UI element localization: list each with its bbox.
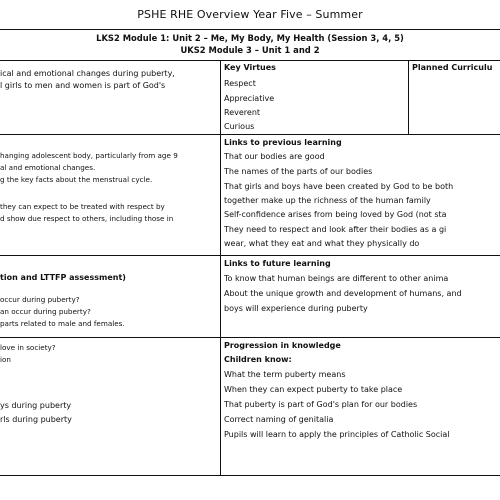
progression-line-1: What the term puberty means [224, 370, 346, 379]
row2-bottom-border [0, 255, 500, 256]
header-bottom-border [0, 60, 500, 61]
links-previous-line-7: wear, what they eat and what they physically do [224, 239, 420, 248]
links-future-line-3: boys will experience during puberty [224, 304, 368, 313]
progression-line-4: Correct naming of genitalia [224, 415, 334, 424]
column-divider [220, 60, 221, 476]
virtue-item: Appreciative [224, 94, 275, 103]
links-previous-line-3: That girls and boys have been created by God to be both [224, 182, 454, 191]
row3-bottom-border [0, 337, 500, 338]
key-virtues-heading: Key Virtues [224, 63, 276, 72]
row1-bottom-border [0, 134, 500, 135]
progression-line-3: That puberty is part of God's plan for our bodies [224, 400, 418, 409]
links-future-line-1: To know that human beings are different to other anima [224, 274, 449, 283]
links-previous-line-2: The names of the parts of our bodies [224, 167, 373, 176]
module-heading: LKS2 Module 1: Unit 2 – Me, My Body, My Health (Session 3, 4, 5) [96, 33, 404, 43]
progression-line-5: Pupils will learn to apply the principles of Catholic Social [224, 430, 450, 439]
row3-left-line-2: an occur during puberty? [0, 307, 91, 316]
module-subheading: UKS2 Module 3 – Unit 1 and 2 [180, 45, 320, 55]
row2-left-line-2: al and emotional changes. [0, 163, 96, 172]
virtues-divider [408, 60, 409, 135]
row2-left-line-4: they can expect to be treated with respect by [0, 202, 165, 211]
page-title: PSHE RHE Overview Year Five – Summer [137, 8, 363, 21]
links-previous-heading: Links to previous learning [224, 138, 342, 147]
links-previous-line-1: That our bodies are good [224, 152, 325, 161]
links-previous-line-6: They need to respect and look after their bodies as a gi [224, 225, 447, 234]
row2-left-line-5: d show due respect to others, including those in [0, 214, 174, 223]
links-future-line-2: About the unique growth and development of humans, and [224, 289, 462, 298]
progression-line-2: When they can expect puberty to take place [224, 385, 403, 394]
row3-left-line-1: occur during puberty? [0, 295, 80, 304]
row3-left-line-6: ion [0, 355, 11, 364]
virtue-item: Respect [224, 79, 256, 88]
table-bottom-border [0, 475, 500, 476]
row4-left-line-2: rls during puberty [0, 415, 72, 424]
children-know-heading: Children know: [224, 355, 292, 364]
row3-left-line-5: love in society? [0, 343, 56, 352]
row2-left-line-1: hanging adolescent body, particularly from age 9 [0, 151, 178, 160]
links-future-heading: Links to future learning [224, 259, 331, 268]
row1-left-line-2: l girls to men and women is part of God's [0, 81, 166, 90]
row3-left-heading: tion and LTTFP assessment) [0, 273, 126, 282]
row1-left-line-1: ical and emotional changes during puberty, [0, 69, 175, 78]
row4-left-line-1: ys during puberty [0, 401, 72, 410]
planned-curriculum-heading: Planned Curriculu [412, 63, 493, 72]
links-previous-line-5: Self-confidence arises from being loved by God (not sta [224, 210, 447, 219]
progression-heading: Progression in knowledge [224, 341, 341, 350]
row2-left-line-3: g the key facts about the menstrual cycle. [0, 175, 153, 184]
table-top-border [0, 29, 500, 30]
virtue-item: Reverent [224, 108, 261, 117]
row3-left-line-3: parts related to male and females. [0, 319, 125, 328]
links-previous-line-4: together make up the richness of the human family [224, 196, 431, 205]
virtue-item: Curious [224, 122, 255, 131]
